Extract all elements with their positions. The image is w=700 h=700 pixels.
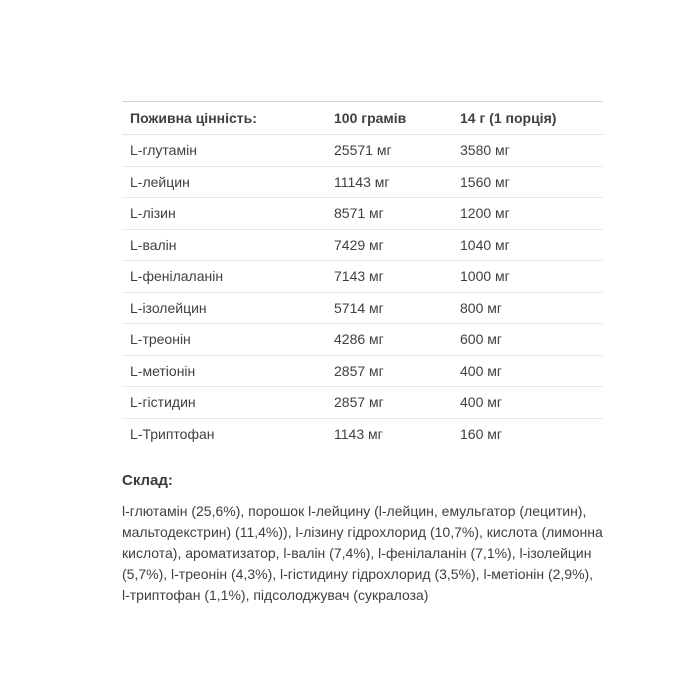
table-row [122, 419, 603, 451]
value-per-100g: 1143 мг [334, 426, 383, 443]
nutrient-name: L-глутамін [130, 142, 197, 159]
value-per-serving: 400 мг [460, 362, 502, 379]
composition-heading: Склад: [122, 472, 173, 489]
value-per-100g: 11143 мг [334, 173, 390, 190]
value-per-100g: 4286 мг [334, 331, 384, 348]
value-per-100g: 2857 мг [334, 362, 384, 379]
value-per-serving: 160 мг [460, 426, 502, 443]
column-header-per-100g: 100 грамів [334, 110, 407, 126]
column-header-nutrition-value: Поживна цінність: [130, 110, 257, 126]
value-per-serving: 800 мг [460, 299, 502, 316]
table-row [122, 387, 603, 419]
value-per-serving: 1200 мг [460, 205, 510, 222]
value-per-serving: 1040 мг [460, 236, 510, 253]
nutrient-name: L-гістидин [130, 394, 196, 411]
value-per-serving: 1000 мг [460, 268, 510, 285]
value-per-serving: 1560 мг [460, 173, 510, 190]
table-row [122, 324, 603, 356]
composition-section [122, 472, 603, 606]
product-info-section [122, 101, 603, 606]
value-per-serving: 600 мг [460, 331, 502, 348]
column-header-per-serving: 14 г (1 порція) [460, 110, 557, 126]
value-per-100g: 5714 мг [334, 299, 384, 316]
table-row [122, 230, 603, 262]
table-row [122, 167, 603, 199]
value-per-100g: 8571 мг [334, 205, 384, 222]
nutrient-name: L-ізолейцин [130, 299, 207, 316]
value-per-serving: 400 мг [460, 394, 502, 411]
composition-text: l-глютамін (25,6%), порошок l-лейцину (l-лейцин, емульгатор (лецитин), мальтодекстрин) (11,4%)), l-лізину гідрохлорид (10,7%), кислота (лимонна кислота), ароматизатор, l-валін (7,4%), l-фенілаланін (7,1%), l-ізолейцин (5,7%), l-треонін (4,3%), l-гістидину гідрохлорид (3,5%), l-метіонін (2,9%), l-триптофан (1,1%), підсолоджувач (сукралоза) [122, 503, 603, 603]
table-header-row [122, 102, 603, 135]
nutrient-name: L-лейцин [130, 173, 190, 190]
value-per-serving: 3580 мг [460, 142, 510, 159]
table-row [122, 198, 603, 230]
nutrient-name: L-лізин [130, 205, 176, 222]
nutrition-table [122, 101, 603, 450]
value-per-100g: 7429 мг [334, 236, 384, 253]
table-row [122, 261, 603, 293]
nutrient-name: L-валін [130, 236, 177, 253]
table-row [122, 356, 603, 388]
table-row [122, 135, 603, 167]
table-row [122, 293, 603, 325]
nutrient-name: L-фенілаланін [130, 268, 224, 285]
nutrient-name: L-треонін [130, 331, 191, 348]
value-per-100g: 25571 мг [334, 142, 392, 159]
value-per-100g: 2857 мг [334, 394, 384, 411]
nutrient-name: L-Триптофан [130, 426, 215, 443]
nutrient-name: L-метіонін [130, 362, 196, 379]
value-per-100g: 7143 мг [334, 268, 384, 285]
